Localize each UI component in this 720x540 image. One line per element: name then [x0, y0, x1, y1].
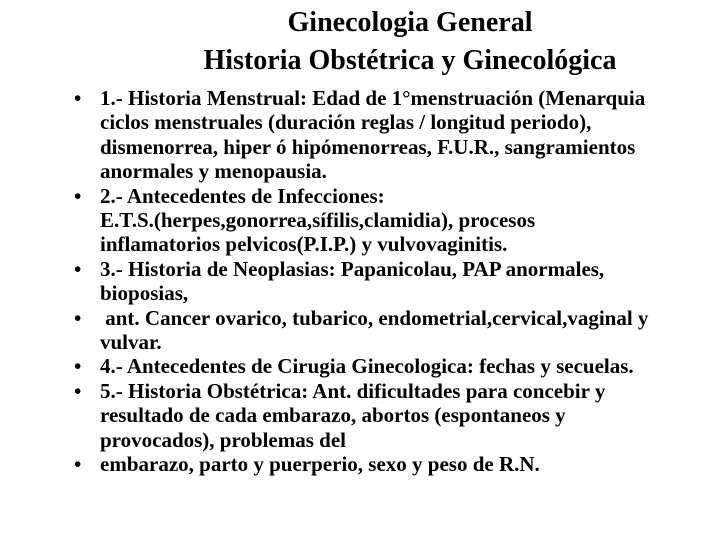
bullet-text-line: 5.- Historia Obstétrica: Ant. dificultades para concebir y: [100, 378, 606, 403]
bullet-item: [74, 257, 720, 306]
bullet-dot-icon: •: [74, 305, 82, 330]
bullet-text-line: ciclos menstruales (duración reglas / longitud periodo),: [100, 110, 592, 135]
bullet-dot-icon: •: [74, 256, 82, 281]
bullet-dot-icon: •: [74, 354, 82, 379]
bullet-text-line: resultado de cada embarazo, abortos (espontaneos y: [100, 403, 566, 428]
bullet-list: [74, 86, 720, 477]
slide-title: [0, 4, 720, 80]
bullet-item: [74, 452, 720, 476]
bullet-item: [74, 379, 720, 452]
title-line-2: Historia Obstétrica y Ginecológica: [203, 45, 617, 76]
bullet-text-line: vulvar.: [100, 330, 162, 355]
title-line-1: Ginecologia General: [287, 7, 533, 38]
bullet-text-line: provocados), problemas del: [100, 427, 346, 452]
bullet-text-line: 2.- Antecedentes de Infecciones:: [100, 183, 385, 208]
bullet-text-line: dismenorrea, hiper ó hipómenorreas, F.U.R., sangramientos: [100, 134, 636, 159]
bullet-text-line: ant. Cancer ovarico, tubarico, endometrial,cervical,vaginal y: [100, 305, 649, 330]
bullet-text-line: inflamatorios pelvicos(P.I.P.) y vulvovaginitis.: [100, 232, 508, 257]
bullet-text-line: E.T.S.(herpes,gonorrea,sífilis,clamidia), procesos: [100, 208, 536, 233]
bullet-dot-icon: •: [74, 378, 82, 403]
bullet-text-line: 1.- Historia Menstrual: Edad de 1°menstruación (Menarquia: [100, 86, 646, 110]
bullet-item: [74, 184, 720, 257]
bullet-dot-icon: •: [74, 452, 82, 477]
bullet-item: [74, 86, 720, 184]
bullet-text-line: bioposias,: [100, 281, 189, 306]
bullet-item: [74, 306, 720, 355]
bullet-dot-icon: •: [74, 86, 82, 110]
bullet-dot-icon: •: [74, 183, 82, 208]
bullet-item: [74, 354, 720, 378]
bullet-text-line: 4.- Antecedentes de Cirugia Ginecologica: fechas y secuelas.: [100, 354, 634, 379]
bullet-text-line: 3.- Historia de Neoplasias: Papanicolau, PAP anormales,: [100, 256, 605, 281]
bullet-text-line: anormales y menopausia.: [100, 159, 327, 184]
bullet-text-line: embarazo, parto y puerperio, sexo y peso de R.N.: [100, 452, 540, 477]
